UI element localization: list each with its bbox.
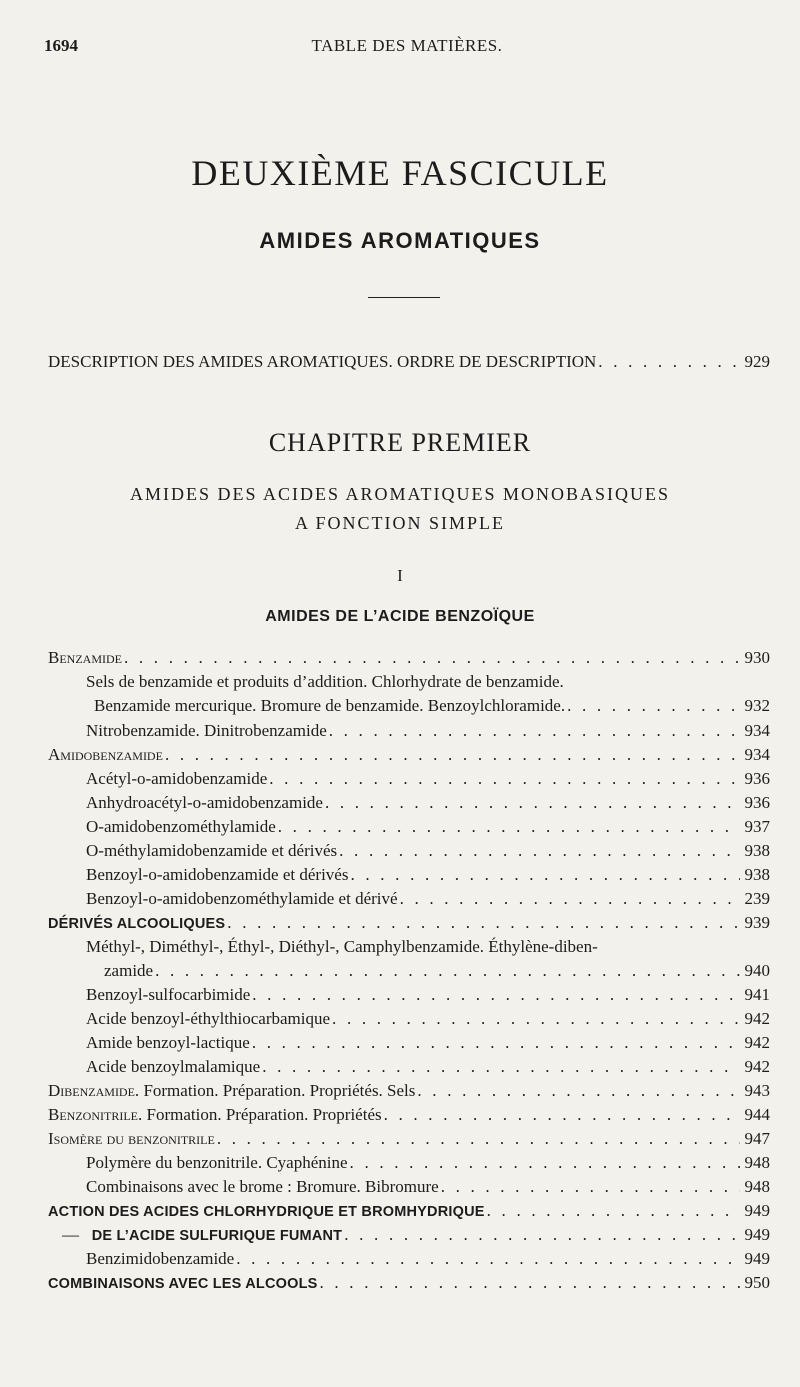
toc-entry-text: Méthyl-, Diméthyl-, Éthyl-, Diéthyl-, Camphylbenzamide. Éthylène-diben- <box>86 937 598 956</box>
toc-entry[interactable] <box>48 1129 770 1149</box>
toc-entry-text: Benzoyl-o-amidobenzométhylamide et dérivé <box>86 889 398 908</box>
leader-dots <box>250 1033 740 1053</box>
leader-dots <box>330 1009 740 1029</box>
toc-page-number: 950 <box>744 1273 770 1292</box>
toc-entry[interactable] <box>86 1057 770 1077</box>
chapter-subtitle: AMIDES DES ACIDES AROMATIQUES MONOBASIQUES <box>129 484 671 504</box>
toc-entry-detail: Formation. Préparation. Propriétés <box>142 1105 382 1124</box>
leader-dots <box>323 793 740 813</box>
leader-dots <box>276 817 740 837</box>
toc-page-number: 932 <box>744 696 770 715</box>
leader-dots <box>153 961 740 981</box>
leader-dots <box>342 1225 740 1245</box>
leader-dots <box>565 696 740 716</box>
toc-page-number: 942 <box>744 1057 770 1076</box>
toc-entry[interactable] <box>48 1201 770 1221</box>
toc-entry[interactable] <box>48 1273 770 1293</box>
leader-dots <box>439 1177 740 1197</box>
leader-dots <box>234 1249 740 1269</box>
leader-dots <box>415 1081 740 1101</box>
toc-entry[interactable] <box>86 721 770 741</box>
leader-dots <box>485 1201 740 1221</box>
toc-page-number: 939 <box>744 913 770 932</box>
toc-entry[interactable] <box>86 817 770 837</box>
toc-entry-text <box>48 1081 415 1101</box>
toc-entry-description[interactable] <box>48 352 770 372</box>
toc-entry[interactable] <box>86 793 770 813</box>
toc-page-number: 948 <box>744 1177 770 1196</box>
toc-entry-text: O-amidobenzométhylamide <box>86 817 276 836</box>
toc-entry-text: Benzimidobenzamide <box>86 1249 235 1268</box>
subject-title: AMIDES AROMATIQUES <box>259 228 541 253</box>
ditto-dash: — <box>62 1225 79 1244</box>
toc-page-number: 949 <box>744 1249 770 1268</box>
leader-dots <box>225 913 740 933</box>
toc-entry[interactable] <box>86 889 770 909</box>
leader-dots <box>250 985 740 1005</box>
toc-page-number: 938 <box>744 841 770 860</box>
page-number: 1694 <box>44 36 78 55</box>
toc-entry-text: Benzamide mercurique. Bromure de benzamide. Benzoylchloramide. <box>94 696 566 715</box>
toc-entry-text: Acétyl-o-amidobenzamide <box>86 769 268 788</box>
toc-entry[interactable] <box>48 1081 770 1101</box>
toc-entry-text: Isomère du benzonitrile <box>48 1129 215 1148</box>
toc-entry[interactable] <box>86 1177 770 1197</box>
leader-dots <box>215 1129 740 1149</box>
leader-dots <box>337 841 740 861</box>
toc-page-number: 944 <box>744 1105 770 1124</box>
toc-entry-text: Benzoyl-sulfocarbimide <box>86 985 251 1004</box>
fascicle-title: DEUXIÈME FASCICULE <box>191 153 609 193</box>
toc-entry-text: Benzoyl-o-amidobenzamide et dérivés <box>86 865 349 884</box>
toc-entry[interactable] <box>94 696 770 716</box>
chapter-title: CHAPITRE PREMIER <box>268 428 532 457</box>
toc-page-number: 940 <box>744 961 770 980</box>
leader-dots <box>122 648 740 668</box>
toc-page-number: 934 <box>744 745 770 764</box>
leader-dots <box>327 721 740 741</box>
leader-dots <box>163 745 740 765</box>
toc-entry-text: Combinaisons avec le brome : Bromure. Bibromure <box>86 1177 439 1196</box>
toc-entry-text: ACTION DES ACIDES CHLORHYDRIQUE ET BROMHYDRIQUE <box>48 1204 485 1220</box>
leader-dots <box>318 1273 741 1293</box>
leader-dots <box>398 889 740 909</box>
toc-entry-text: COMBINAISONS AVEC LES ALCOOLS <box>48 1276 318 1292</box>
toc-entry-detail: DE L’ACIDE SULFURIQUE FUMANT <box>91 1228 343 1244</box>
toc-entry[interactable] <box>86 1249 770 1269</box>
toc-entry-detail: Formation. Préparation. Propriétés. Sels <box>139 1081 416 1100</box>
toc-page-number: 948 <box>744 1153 770 1172</box>
chapter-subtitle: A FONCTION SIMPLE <box>294 513 506 533</box>
toc-entry-text: Amidobenzamide <box>48 745 163 764</box>
toc-entry[interactable] <box>48 913 770 933</box>
leader-dots <box>596 352 740 372</box>
toc-entry[interactable] <box>86 865 770 885</box>
toc-page-number: 934 <box>744 721 770 740</box>
toc-entry-text: Nitrobenzamide. Dinitrobenzamide <box>86 721 327 740</box>
toc-entry-heading: Benzonitrile. <box>48 1105 143 1124</box>
toc-page-number: 942 <box>744 1033 770 1052</box>
toc-entry-text: Benzamide <box>48 648 122 667</box>
toc-page-number: 943 <box>744 1081 770 1100</box>
toc-entry[interactable] <box>48 648 770 668</box>
toc-entry[interactable] <box>104 961 770 981</box>
toc-entry[interactable] <box>86 1033 770 1053</box>
toc-entry-text: Acide benzoyl-éthylthiocarbamique <box>86 1009 331 1028</box>
toc-entry-text: Polymère du benzonitrile. Cyaphénine <box>86 1153 348 1172</box>
leader-dots <box>348 1153 740 1173</box>
toc-page-number: 941 <box>744 985 770 1004</box>
toc-entry[interactable] <box>86 841 770 861</box>
toc-entry-text: Anhydroacétyl-o-amidobenzamide <box>86 793 323 812</box>
toc-entry-heading: Dibenzamide. <box>48 1081 140 1100</box>
leader-dots <box>348 865 740 885</box>
toc-page-number: 930 <box>744 648 770 667</box>
toc-page-number: 938 <box>744 865 770 884</box>
toc-entry[interactable] <box>86 985 770 1005</box>
toc-entry-text: Acide benzoylmalamique <box>86 1057 261 1076</box>
section-number: I <box>397 566 403 585</box>
toc-entry-text <box>62 1225 342 1245</box>
leader-dots <box>382 1105 740 1125</box>
toc-entry-text <box>48 1105 382 1125</box>
toc-entry-text: O-méthylamidobenzamide et dérivés <box>86 841 338 860</box>
page-header <box>44 36 770 60</box>
toc-entry[interactable] <box>86 769 770 789</box>
toc-entry[interactable] <box>86 1153 770 1173</box>
toc-page-number: 937 <box>744 817 770 836</box>
toc-page-number: 936 <box>744 769 770 788</box>
toc-entry[interactable] <box>86 1009 770 1029</box>
running-title: TABLE DES MATIÈRES. <box>311 36 503 55</box>
section-title: AMIDES DE L’ACIDE BENZOÏQUE <box>265 608 535 625</box>
toc-entry[interactable] <box>48 745 770 765</box>
toc-page-number: 949 <box>744 1225 770 1244</box>
toc-page-number: 239 <box>744 889 770 908</box>
toc-entry[interactable] <box>62 1225 770 1245</box>
leader-dots <box>267 769 740 789</box>
toc-entry-text: DESCRIPTION DES AMIDES AROMATIQUES. ORDRE DE DESCRIPTION <box>48 352 597 371</box>
toc-entry-text: Sels de benzamide et produits d’addition. Chlorhydrate de benzamide. <box>86 672 564 691</box>
toc-page-number: 936 <box>744 793 770 812</box>
divider-rule <box>368 297 440 298</box>
toc-entry[interactable] <box>48 1105 770 1125</box>
toc-page-number: 942 <box>744 1009 770 1028</box>
leader-dots <box>260 1057 740 1077</box>
toc-entry-text: zamide <box>104 961 154 980</box>
toc-page-number: 929 <box>744 352 770 371</box>
toc-page-number: 947 <box>744 1129 770 1148</box>
toc-entry-text: DÉRIVÉS ALCOOLIQUES <box>48 916 226 932</box>
toc-entry-text: Amide benzoyl-lactique <box>86 1033 250 1052</box>
toc-page-number: 949 <box>744 1201 770 1220</box>
